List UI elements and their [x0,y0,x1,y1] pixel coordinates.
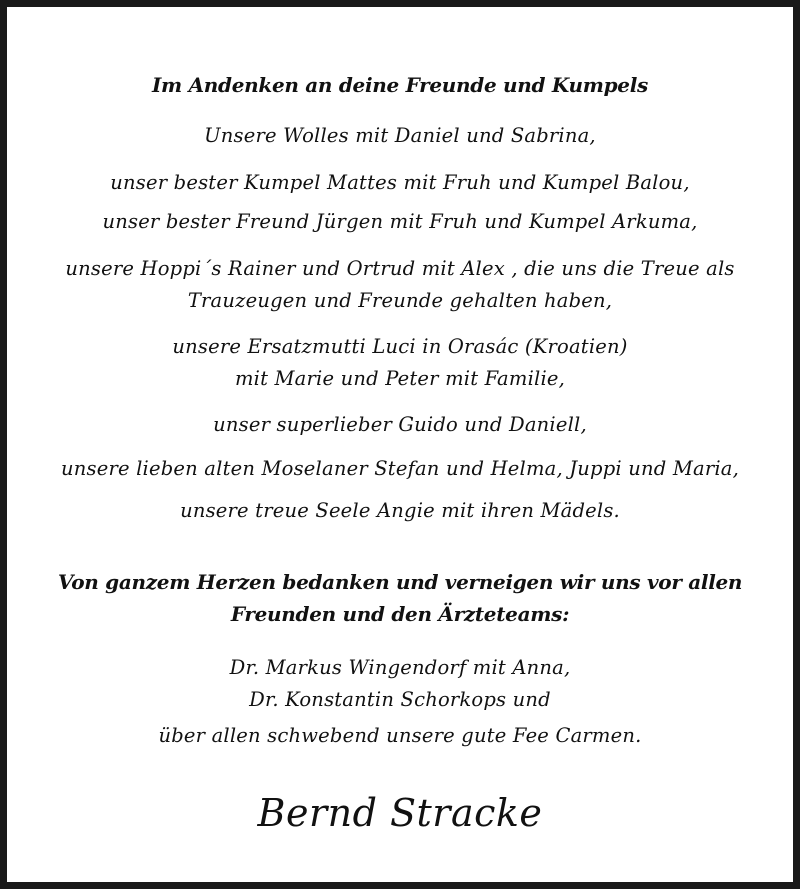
memorial-heading: Im Andenken an deine Freunde und Kumpels [152,73,648,97]
friends-line: unser bester Kumpel Mattes mit Fruh und Kumpel Balou, [110,171,690,194]
signature: Bernd Stracke [257,791,543,835]
friends-line: unsere Hoppi´s Rainer und Ortrud mit Alex , die uns die Treue als [65,257,735,280]
friends-line: mit Marie und Peter mit Familie, [234,367,566,390]
doctors-line: Dr. Markus Wingendorf mit Anna, [229,656,571,679]
friends-line: unser superlieber Guido und Daniell, [213,413,587,436]
doctors-line: Dr. Konstantin Schorkops und [249,688,551,711]
friends-line: Unsere Wolles mit Daniel und Sabrina, [204,124,596,147]
friends-line: Trauzeugen und Freunde gehalten haben, [187,289,613,312]
doctors-line: über allen schwebend unsere gute Fee Carmen. [158,724,642,747]
thanks-heading: Freunden und den Ärzteteams: [230,602,570,626]
friends-line: unsere lieben alten Moselaner Stefan und Helma, Juppi und Maria, [60,457,740,480]
thanks-heading: Von ganzem Herzen bedanken und verneigen wir uns vor allen [57,570,743,594]
friends-line: unsere Ersatzmutti Luci in Orasác (Kroatien) [172,335,628,358]
friends-line: unser bester Freund Jürgen mit Fruh und Kumpel Arkuma, [102,210,698,233]
friends-line: unsere treue Seele Angie mit ihren Mädels. [180,499,620,522]
